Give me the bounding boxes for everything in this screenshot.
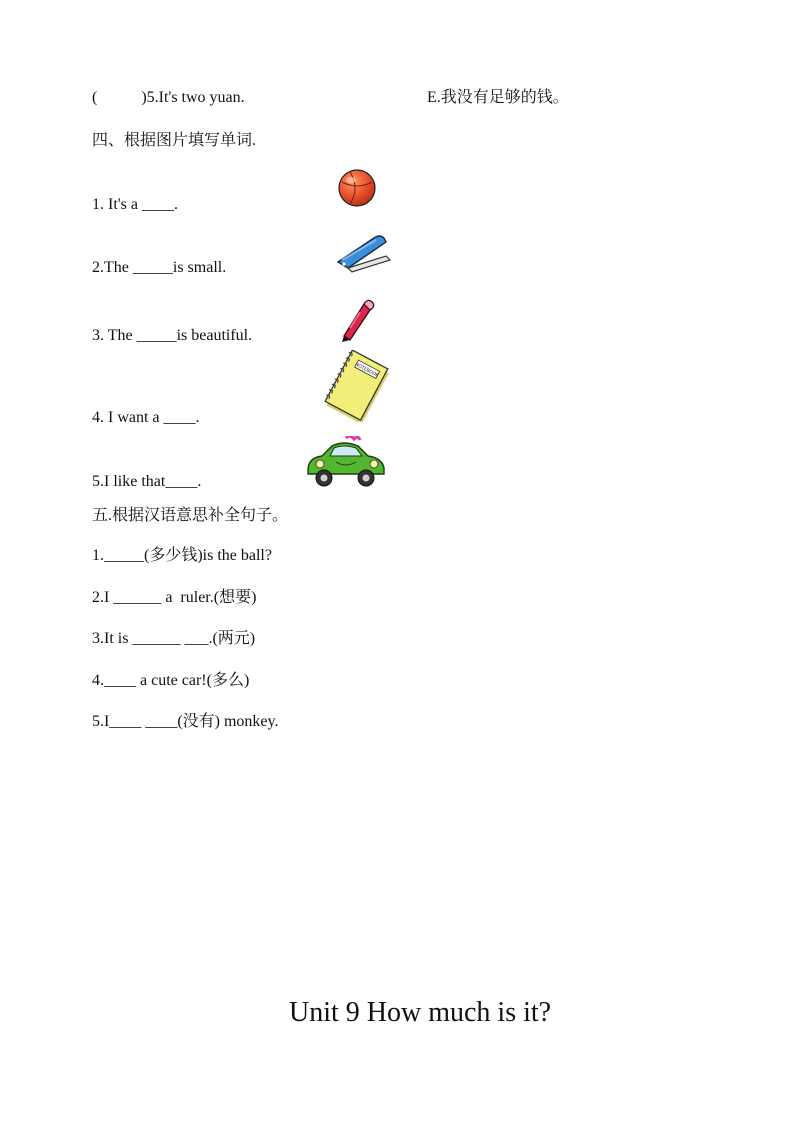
section-5-item-4: 4.____ a cute car!(多么)	[92, 672, 250, 689]
section-4-item-4: 4. I want a ____.	[92, 409, 200, 426]
section-4-item-3: 3. The _____is beautiful.	[92, 327, 253, 344]
crayon-icon	[336, 296, 378, 344]
ball-icon	[336, 168, 378, 208]
section-4-item-2: 2.The _____is small.	[92, 259, 227, 276]
exercise-option-e: E.我没有足够的钱。	[427, 89, 569, 106]
pencil-sharpener-icon	[334, 230, 392, 274]
section-5-item-2: 2.I ______ a ruler.(想要)	[92, 589, 257, 606]
section-5-heading: 五.根据汉语意思补全句子。	[92, 507, 289, 524]
notebook-icon	[320, 350, 392, 422]
section-4-heading: 四、根据图片填写单词.	[92, 132, 257, 149]
section-4-item-5: 5.I like that____.	[92, 473, 202, 490]
notebook-label: NOTEBOOK	[353, 362, 379, 379]
unit-title: Unit 9 How much is it?	[289, 997, 552, 1028]
toy-car-icon	[302, 436, 388, 490]
section-5-item-3: 3.It is ______ ___.(两元)	[92, 630, 256, 647]
section-5-item-5: 5.I____ ____(没有) monkey.	[92, 713, 279, 730]
exercise-line-top-left: ( )5.It's two yuan.	[92, 89, 245, 106]
section-5-item-1: 1._____(多少钱)is the ball?	[92, 547, 272, 564]
section-4-item-1: 1. It's a ____.	[92, 196, 178, 213]
